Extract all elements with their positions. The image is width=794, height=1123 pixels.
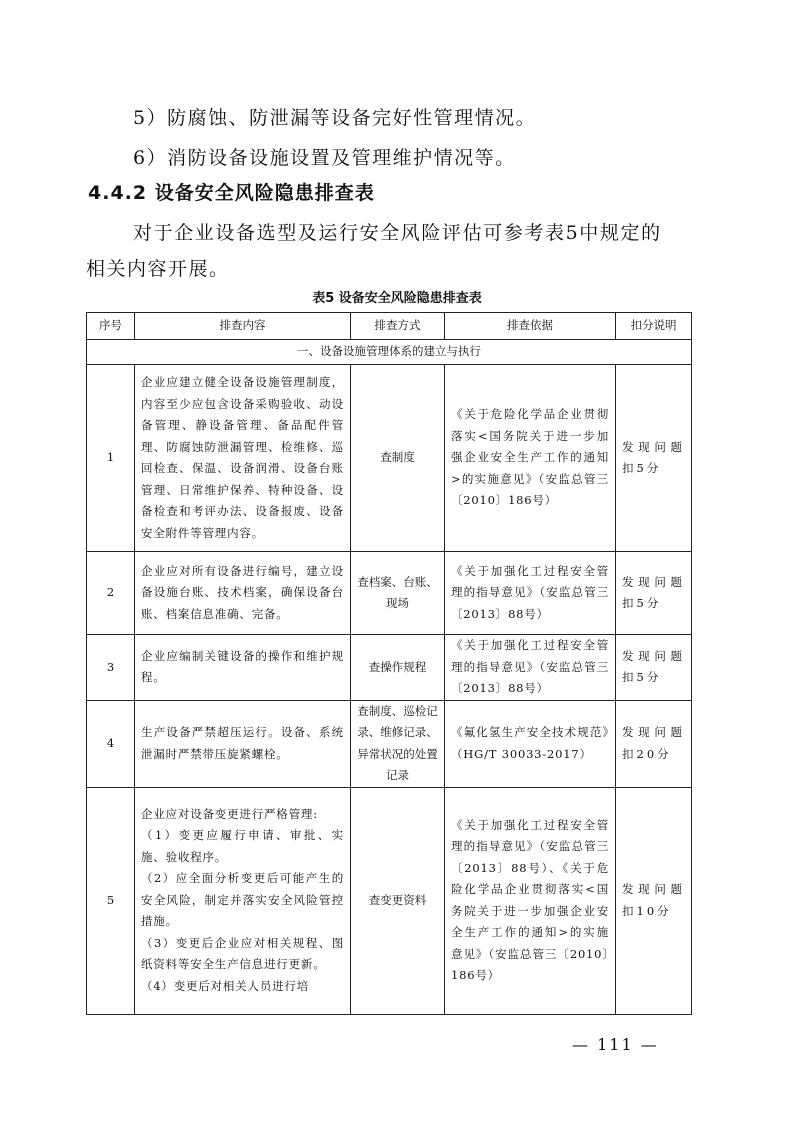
table-row — [87, 787, 692, 1014]
content-line: （4）变更后对相关人员进行培 — [141, 978, 310, 993]
table-row — [87, 700, 692, 787]
row-deduction: 发现问题扣5分 — [616, 552, 692, 635]
row-method: 查制度、巡检记录、维修记录、异常状况的处置记录 — [351, 700, 445, 787]
row-content: 企业应对所有设备进行编号，建立设备设施台账、技术档案，确保设备台账、档案信息准确、完备。 — [135, 552, 351, 635]
header-basis: 排查依据 — [445, 313, 616, 340]
table-row — [87, 552, 692, 635]
content-line: （3）变更后企业应对相关规程、图纸资料等安全生产信息进行更新。 — [141, 935, 344, 972]
header-seq: 序号 — [87, 313, 135, 340]
header-deduction: 扣分说明 — [616, 313, 692, 340]
row-basis: 《关于危险化学品企业贯彻落实<国务院关于进一步加强企业安全生产工作的通知>的实施意见》（安监总管三〔2010〕186号） — [445, 365, 616, 552]
list-item-6: 6）消防设备设施设置及管理维护情况等。 — [133, 147, 516, 169]
row-content: 企业应建立健全设备设施管理制度，内容至少应包含设备采购验收、动设备管理、静设备管理、备品配件管理、防腐蚀防泄漏管理、检维修、巡回检查、保温、设备润滑、设备台账管理、日常维护保养、特种设备、设备检查和考评办法、设备报废、设备安全附件等管理内容。 — [135, 365, 351, 552]
row-deduction: 发现问题扣5分 — [616, 635, 692, 701]
header-method: 排查方式 — [351, 313, 445, 340]
risk-checklist-table — [86, 312, 692, 1015]
content-line: （1）变更应履行申请、审批、实施、验收程序。 — [141, 828, 344, 864]
page-number: — 111 — — [572, 1035, 659, 1054]
row-content: 生产设备严禁超压运行。设备、系统泄漏时严禁带压旋紧螺栓。 — [135, 700, 351, 787]
row-basis: 《关于加强化工过程安全管理的指导意见》（安监总管三〔2013〕88号） — [445, 552, 616, 635]
paragraph-line-1: 对于企业设备选型及运行安全风险评估可参考表5中规定的 — [133, 222, 662, 244]
row-basis: 《氟化氢生产安全技术规范》（HG/T 30033-2017） — [445, 700, 616, 787]
paragraph-line-2: 相关内容开展。 — [86, 258, 230, 280]
row-basis: 《关于加强化工过程安全管理的指导意见》（安监总管三〔2013〕88号） — [445, 635, 616, 701]
table-row — [87, 365, 692, 552]
row-content: 企业应编制关键设备的操作和维护规程。 — [135, 635, 351, 701]
section-title: 一、设备设施管理体系的建立与执行 — [87, 340, 692, 365]
header-content: 排查内容 — [135, 313, 351, 340]
section-row — [87, 340, 692, 365]
row-number: 1 — [87, 365, 135, 552]
row-deduction: 发现问题扣20分 — [616, 700, 692, 787]
table-caption: 表5 设备安全风险隐患排查表 — [312, 291, 482, 306]
row-deduction: 发现问题扣10分 — [616, 787, 692, 1014]
section-heading: 4.4.2 设备安全风险隐患排查表 — [88, 182, 375, 204]
row-basis: 《关于加强化工过程安全管理的指导意见》（安监总管三〔2013〕88号）、《关于危险化学品企业贯彻落实<国务院关于进一步加强企业安全生产工作的通知>的实施意见》（安监总管三〔2010〕186号） — [445, 787, 616, 1014]
content-line: （2）应全面分析变更后可能产生的安全风险，制定并落实安全风险管控措施。 — [141, 871, 344, 929]
row-number: 2 — [87, 552, 135, 635]
row-number: 3 — [87, 635, 135, 701]
content-line: 企业应对设备变更进行严格管理: — [141, 806, 318, 821]
row-method: 查制度 — [351, 365, 445, 552]
row-deduction: 发现问题扣5分 — [616, 365, 692, 552]
row-method: 查操作规程 — [351, 635, 445, 701]
row-method: 查变更资料 — [351, 787, 445, 1014]
table-row — [87, 635, 692, 701]
row-method: 查档案、台账、现场 — [351, 552, 445, 635]
row-content — [135, 787, 351, 1014]
list-item-5: 5）防腐蚀、防泄漏等设备完好性管理情况。 — [133, 107, 537, 129]
table-header-row — [87, 313, 692, 340]
row-number: 5 — [87, 787, 135, 1014]
row-number: 4 — [87, 700, 135, 787]
